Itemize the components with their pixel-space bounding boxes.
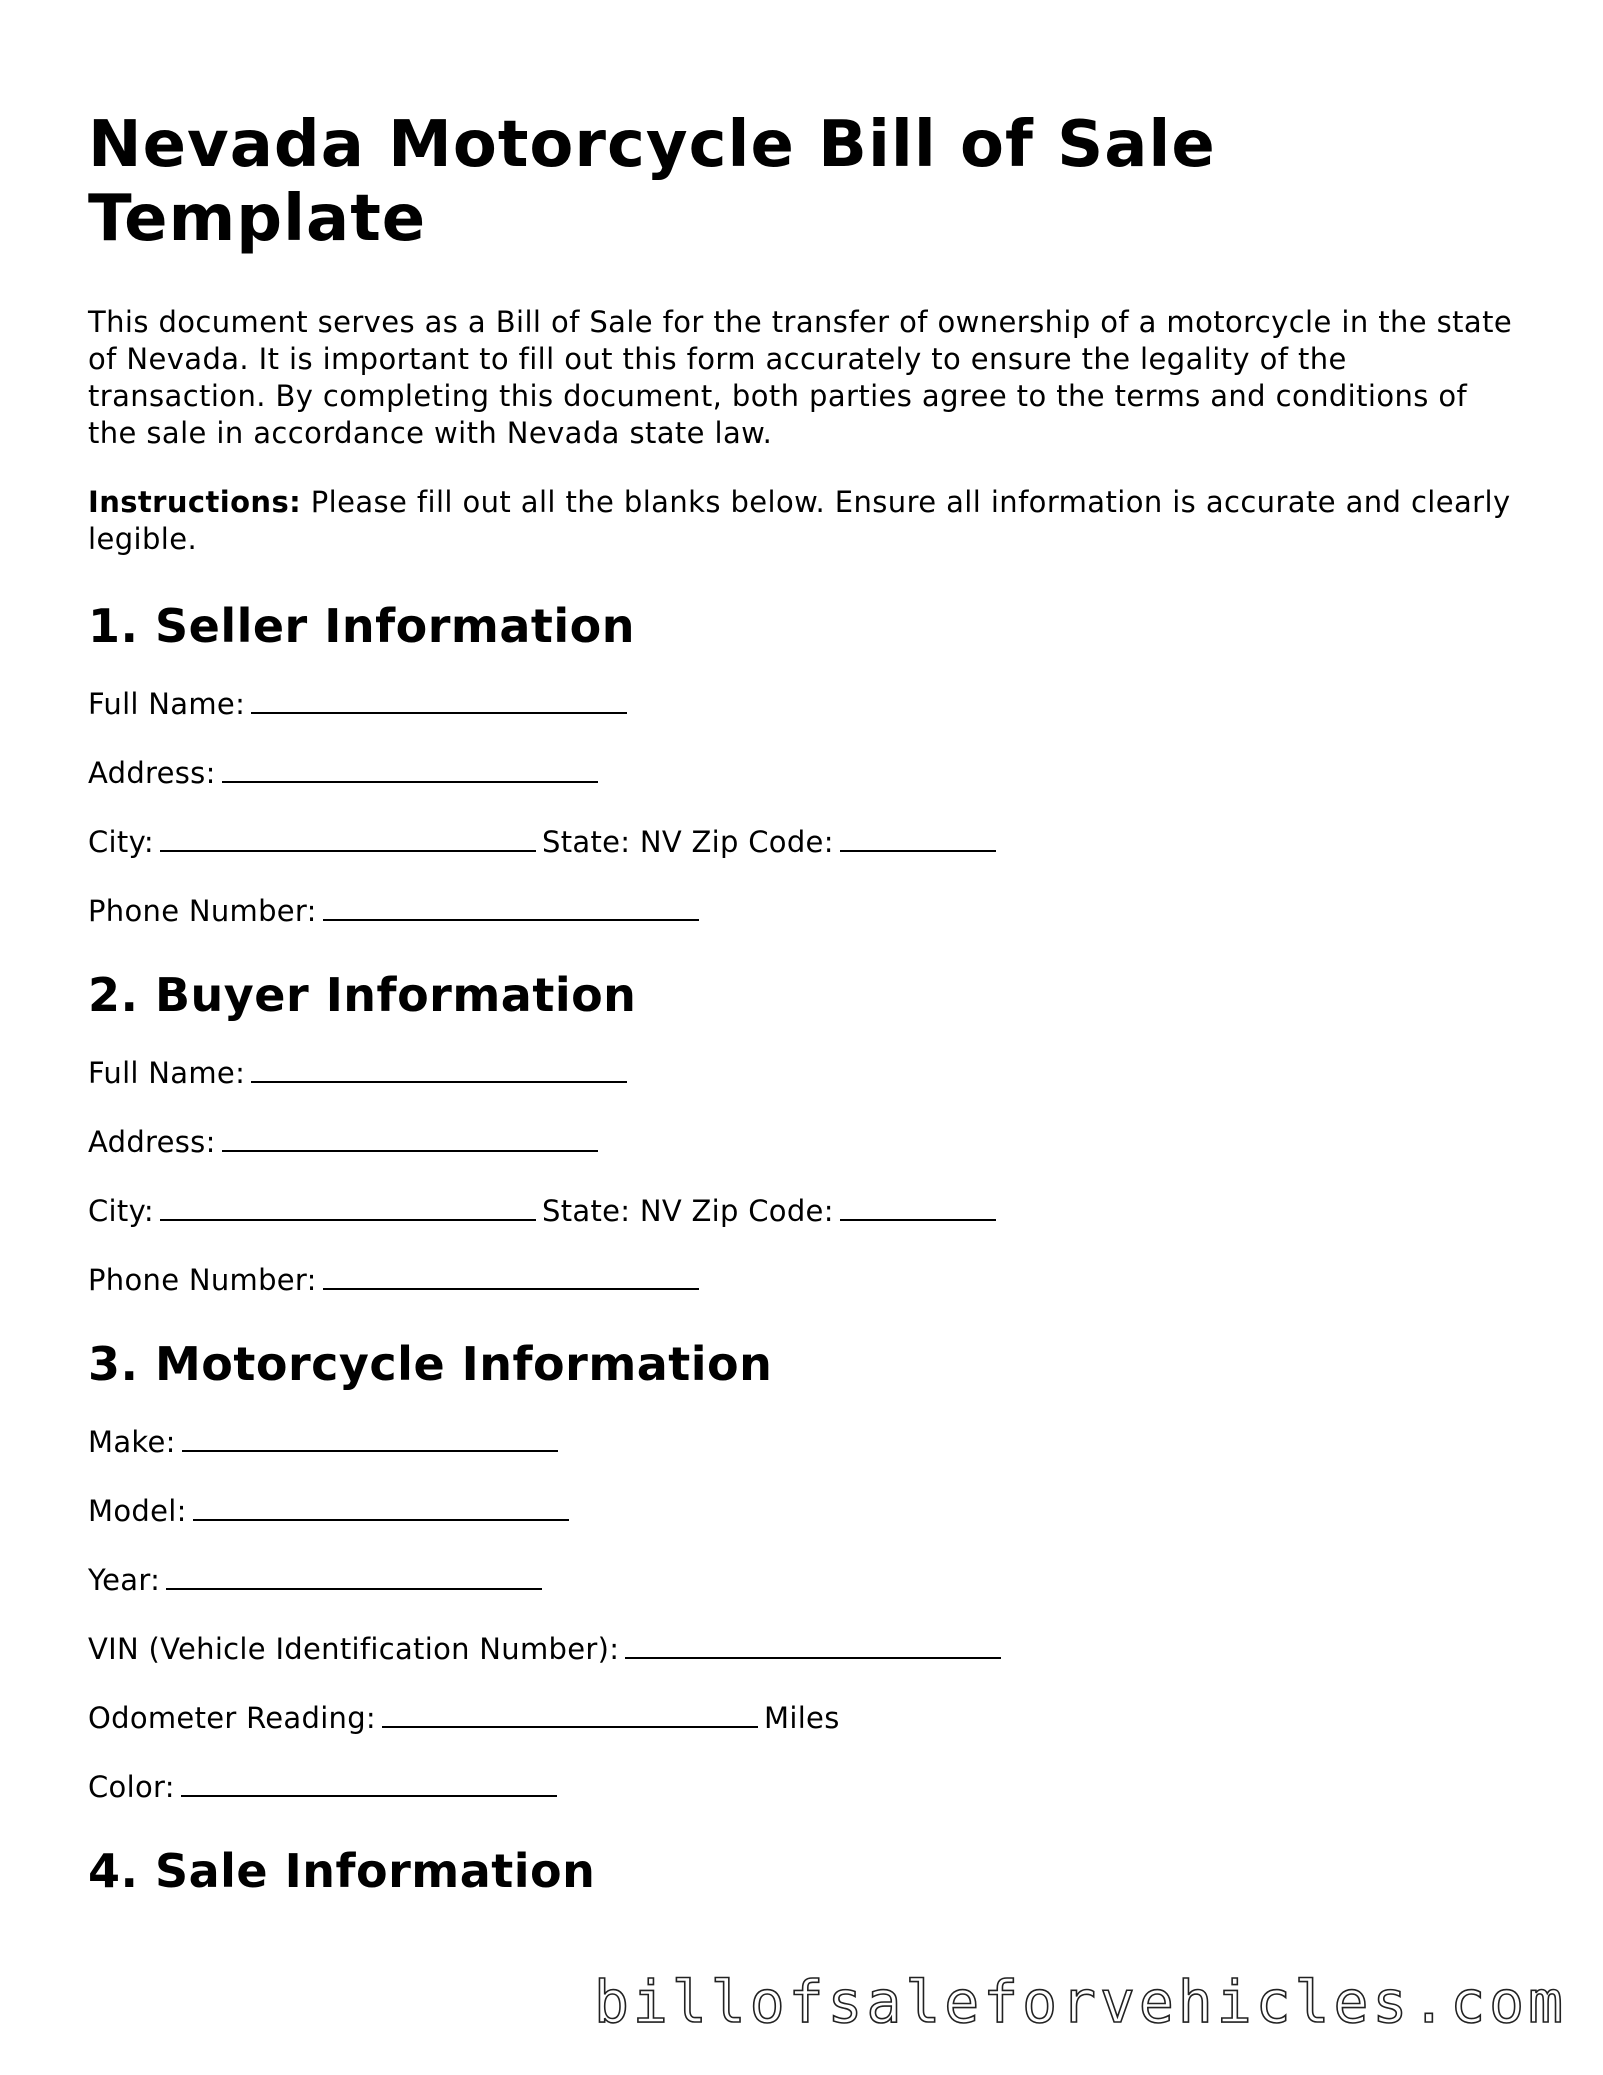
seller-address-label: Address: — [88, 756, 216, 790]
make-label: Make: — [88, 1425, 176, 1459]
seller-zip-field[interactable] — [840, 824, 996, 852]
color-label: Color: — [88, 1770, 175, 1804]
odometer-unit: Miles — [764, 1701, 840, 1735]
seller-phone-field[interactable] — [323, 893, 699, 921]
buyer-city-field[interactable] — [160, 1193, 536, 1221]
color-row — [88, 1769, 1518, 1805]
buyer-zip-field[interactable] — [840, 1193, 996, 1221]
model-label: Model: — [88, 1494, 187, 1528]
seller-full-name-row — [88, 686, 1518, 722]
year-row — [88, 1562, 1518, 1598]
year-field[interactable] — [166, 1562, 542, 1590]
buyer-phone-field[interactable] — [323, 1262, 699, 1290]
document-page — [88, 108, 1518, 1931]
seller-state-zip-label: State: NV Zip Code: — [542, 825, 834, 859]
seller-phone-row — [88, 893, 1518, 929]
intro-paragraph: This document serves as a Bill of Sale for the transfer of ownership of a motorcycle in the state of Nevada. It is important to fill out this form accurately to ensure the legality of the transaction. By completing this document, both parties agree to the terms and conditions of the sale in accordance with Nevada state law. — [88, 305, 1513, 450]
buyer-phone-row — [88, 1262, 1518, 1298]
vin-label: VIN (Vehicle Identification Number): — [88, 1632, 620, 1666]
seller-full-name-field[interactable] — [251, 686, 627, 714]
buyer-full-name-row — [88, 1055, 1518, 1091]
buyer-address-label: Address: — [88, 1125, 216, 1159]
buyer-full-name-label: Full Name: — [88, 1056, 246, 1090]
seller-city-field[interactable] — [160, 824, 536, 852]
sale-heading: 4. Sale Information — [88, 1844, 596, 1898]
vin-row — [88, 1631, 1518, 1667]
seller-city-row — [88, 824, 1518, 860]
make-field[interactable] — [182, 1424, 558, 1452]
buyer-state-zip-label: State: NV Zip Code: — [542, 1194, 834, 1228]
instructions-paragraph — [88, 484, 1518, 558]
buyer-city-row — [88, 1193, 1518, 1229]
sale-section — [88, 1843, 1518, 1899]
buyer-heading: 2. Buyer Information — [88, 968, 637, 1022]
seller-address-row — [88, 755, 1518, 791]
year-label: Year: — [88, 1563, 161, 1597]
vin-field[interactable] — [625, 1631, 1001, 1659]
seller-full-name-label: Full Name: — [88, 687, 246, 721]
model-row — [88, 1493, 1518, 1529]
seller-heading: 1. Seller Information — [88, 599, 636, 653]
buyer-city-label: City: — [88, 1194, 154, 1228]
seller-city-label: City: — [88, 825, 154, 859]
buyer-address-field[interactable] — [222, 1124, 598, 1152]
instructions-label: Instructions: — [88, 485, 302, 519]
seller-address-field[interactable] — [222, 755, 598, 783]
motorcycle-section — [88, 1336, 1518, 1805]
instructions-text: Please fill out all the blanks below. Ensure all information is accurate and clearly legible. — [88, 485, 1511, 556]
odometer-row — [88, 1700, 1518, 1736]
make-row — [88, 1424, 1518, 1460]
motorcycle-heading: 3. Motorcycle Information — [88, 1337, 773, 1391]
watermark: billofsaleforvehicles.com — [594, 1968, 1567, 2036]
odometer-field[interactable] — [382, 1700, 758, 1728]
buyer-phone-label: Phone Number: — [88, 1263, 317, 1297]
seller-section — [88, 598, 1518, 929]
odometer-label: Odometer Reading: — [88, 1701, 377, 1735]
model-field[interactable] — [193, 1493, 569, 1521]
buyer-address-row — [88, 1124, 1518, 1160]
buyer-full-name-field[interactable] — [251, 1055, 627, 1083]
document-title: Nevada Motorcycle Bill of Sale Template — [88, 108, 1216, 256]
color-field[interactable] — [181, 1769, 557, 1797]
buyer-section — [88, 967, 1518, 1298]
seller-phone-label: Phone Number: — [88, 894, 317, 928]
